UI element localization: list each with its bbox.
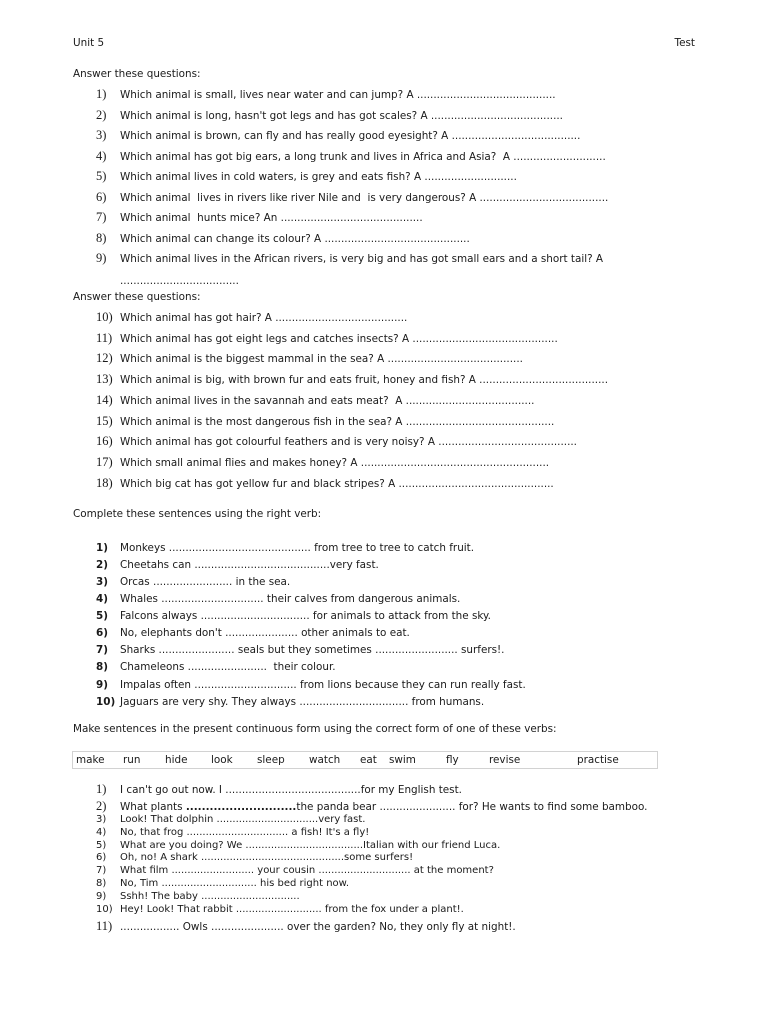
- item-text: Chameleons ........................ their colour.: [120, 661, 336, 673]
- item-text: Cheetahs can .........................................very fast.: [120, 559, 379, 571]
- sentence-item: [96, 659, 336, 675]
- answer-blank: ............................: [185, 801, 297, 813]
- question-item: [96, 250, 603, 266]
- question-item: [96, 209, 423, 225]
- section-2-instruction: Answer these questions:: [73, 291, 201, 303]
- item-text: Impalas often ............................... from lions because they can run really fast.: [120, 679, 526, 691]
- item-text: the panda bear ....................... for? He wants to find some bamboo.: [296, 801, 648, 813]
- item-text: Which animal has got hair? A ........................................: [120, 312, 408, 324]
- section-4-instruction: Make sentences in the present continuous form using the correct form of one of these verbs:: [73, 723, 557, 735]
- verb-box: [72, 751, 658, 769]
- item-number: 17): [96, 455, 113, 469]
- sentence-item: [96, 608, 491, 624]
- question-item: [96, 350, 523, 366]
- item-number: 3): [96, 128, 107, 142]
- verb-option: hide: [165, 754, 188, 766]
- item-number: 2): [96, 108, 107, 122]
- question-item: [96, 148, 606, 164]
- item-text: What are you doing? We .....................................Italian with our friend Luca.: [120, 840, 501, 851]
- item-number: 12): [96, 351, 113, 365]
- item-number: 6): [96, 190, 107, 204]
- verb-option: fly: [446, 754, 459, 766]
- sentence-item: [96, 694, 484, 710]
- item-text: Which animal is small, lives near water and can jump? A ..........................................: [120, 89, 556, 101]
- sentence-item: [96, 918, 516, 934]
- sentence-item: [96, 677, 526, 693]
- item-number: 7): [96, 210, 107, 224]
- sentence-item: [96, 557, 379, 573]
- item-text: What plants: [120, 801, 186, 813]
- item-text: Which animal has got big ears, a long trunk and lives in Africa and Asia? A ............................: [120, 151, 606, 163]
- verb-option: sleep: [257, 754, 285, 766]
- item-text: Oh, no! A shark .............................................some surfers!: [120, 852, 414, 863]
- item-number: 5): [96, 169, 107, 183]
- item-number: 7): [96, 865, 107, 876]
- item-number: 1): [96, 542, 108, 554]
- item-number: 8): [96, 661, 108, 673]
- item-text: .................. Owls ...................... over the garden? No, they only fly at night!.: [120, 921, 516, 933]
- sentence-item: [96, 625, 410, 641]
- item-number: 1): [96, 782, 107, 796]
- item-text: Hey! Look! That rabbit ........................... from the fox under a plant!.: [120, 904, 464, 915]
- verb-option: watch: [309, 754, 341, 766]
- question-item: [96, 392, 534, 408]
- item-number: 9): [96, 891, 107, 902]
- test-label: Test: [674, 37, 695, 49]
- question-item: [96, 330, 558, 346]
- sentence-item: [96, 574, 290, 590]
- item-text: Which big cat has got yellow fur and black stripes? A ...............................................: [120, 478, 554, 490]
- item-text: What film .......................... your cousin ............................. at the moment?: [120, 865, 494, 876]
- item-number: 8): [96, 231, 107, 245]
- item-number: 4): [96, 827, 107, 838]
- verb-option: run: [123, 754, 141, 766]
- item-text: Falcons always ................................. for animals to attack from the sky.: [120, 610, 491, 622]
- item-number: 11): [96, 919, 113, 933]
- item-number: 15): [96, 414, 113, 428]
- sentence-item: [96, 901, 464, 917]
- item-number: 4): [96, 149, 107, 163]
- item-number: 4): [96, 593, 108, 605]
- item-text: No, Tim .............................. his bed right now.: [120, 878, 350, 889]
- item-number: 3): [96, 814, 107, 825]
- question-item: [96, 189, 608, 205]
- item-text: Which animal is the biggest mammal in the sea? A .........................................: [120, 353, 523, 365]
- item-text: Which animal can change its colour? A ............................................: [120, 233, 470, 245]
- item-number: 18): [96, 476, 113, 490]
- item-text: Which animal is brown, can fly and has really good eyesight? A .......................................: [120, 130, 581, 142]
- item-text: No, that frog ................................ a fish! It's a fly!: [120, 827, 370, 838]
- question-item: [96, 475, 554, 491]
- verb-option: revise: [489, 754, 521, 766]
- question-item: [96, 454, 549, 470]
- section-1-instruction: Answer these questions:: [73, 68, 201, 80]
- item-text: I can't go out now. I .........................................for my English test.: [120, 784, 462, 796]
- item-text: Which small animal flies and makes honey? A .........................................................: [120, 457, 550, 469]
- verb-option: make: [76, 754, 105, 766]
- item-number: 6): [96, 627, 108, 639]
- item-number: 5): [96, 840, 107, 851]
- question-item: [96, 86, 556, 102]
- item-text: Whales ............................... their calves from dangerous animals.: [120, 593, 461, 605]
- unit-label: Unit 5: [73, 37, 105, 49]
- item-text: No, elephants don't ...................... other animals to eat.: [120, 627, 410, 639]
- item-text: Which animal lives in rivers like river Nile and is very dangerous? A .......................................: [120, 192, 609, 204]
- item-number: 10): [96, 696, 116, 708]
- answer-blank: ....................................: [120, 275, 239, 287]
- verb-option: eat: [360, 754, 377, 766]
- item-number: 2): [96, 799, 107, 813]
- item-text: Jaguars are very shy. They always ................................. from humans.: [120, 696, 485, 708]
- item-number: 9): [96, 251, 107, 265]
- item-text: Which animal has got eight legs and catches insects? A ............................................: [120, 333, 558, 345]
- item-number: 8): [96, 878, 107, 889]
- sentence-item: [96, 540, 474, 556]
- item-text: Which animal is big, with brown fur and eats fruit, honey and fish? A .......................................: [120, 374, 608, 386]
- item-text: Look! That dolphin ................................very fast.: [120, 814, 366, 825]
- item-number: 2): [96, 559, 108, 571]
- item-number: 13): [96, 372, 113, 386]
- item-number: 5): [96, 610, 108, 622]
- item-text: Which animal lives in cold waters, is grey and eats fish? A ............................: [120, 171, 517, 183]
- item-text: Sshh! The baby ...............................: [120, 891, 300, 902]
- item-text: Which animal lives in the African rivers, is very big and has got small ears and a short tail? A: [120, 253, 604, 265]
- item-text: Which animal is long, hasn't got legs and has got scales? A ........................................: [120, 110, 563, 122]
- sentence-item: [96, 591, 460, 607]
- item-text: Which animal lives in the savannah and eats meat? A .......................................: [120, 395, 535, 407]
- item-number: 7): [96, 644, 108, 656]
- question-item: [96, 413, 554, 429]
- verb-option: swim: [389, 754, 416, 766]
- question-item: [96, 168, 517, 184]
- item-number: 10): [96, 310, 113, 324]
- item-text: Orcas ........................ in the sea.: [120, 576, 291, 588]
- item-text: Which animal hunts mice? An ...........................................: [120, 212, 423, 224]
- question-item: [96, 309, 407, 325]
- item-number: 1): [96, 87, 107, 101]
- item-number: 3): [96, 576, 108, 588]
- item-number: 9): [96, 679, 108, 691]
- verb-option: look: [211, 754, 233, 766]
- sentence-item: [96, 781, 462, 797]
- item-number: 11): [96, 331, 113, 345]
- question-item: [96, 433, 577, 449]
- item-text: Sharks ....................... seals but they sometimes ......................... surfers!.: [120, 644, 505, 656]
- item-text: Which animal has got colourful feathers and is very noisy? A ..........................................: [120, 436, 577, 448]
- item-number: 14): [96, 393, 113, 407]
- item-text: Monkeys ........................................... from tree to tree to catch fruit.: [120, 542, 475, 554]
- sentence-item: [96, 642, 505, 658]
- item-number: 16): [96, 434, 113, 448]
- item-number: 6): [96, 852, 107, 863]
- verb-option: practise: [577, 754, 619, 766]
- question-item: [96, 107, 563, 123]
- question-item: [96, 127, 580, 143]
- question-item: [96, 230, 470, 246]
- item-text: Which animal is the most dangerous fish in the sea? A .............................................: [120, 416, 555, 428]
- section-3-instruction: Complete these sentences using the right verb:: [73, 508, 322, 520]
- question-item: [96, 371, 608, 387]
- item-number: 10): [96, 904, 113, 915]
